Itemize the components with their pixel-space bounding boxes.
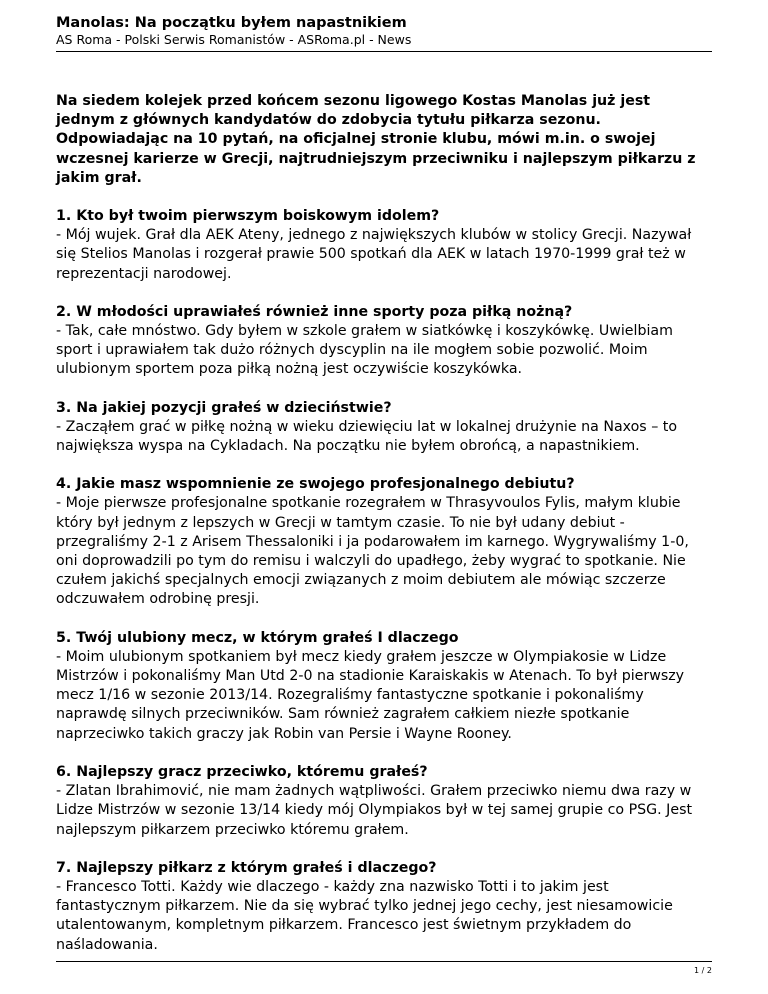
article-lead: Na siedem kolejek przed końcem sezonu ligowego Kostas Manolas już jest jednym z głównych kandydatów do zdobycia tytułu piłkarza sezonu. Odpowiadając na 10 pytań, na oficjalnej stronie klubu, mówi m.in. o swojej wczesnej karierze w Grecji, najtrudniejszym przeciwniku i najlepszym piłkarzu z jakim grał. xyxy=(56,93,696,186)
page-footer xyxy=(56,961,712,975)
qa-item xyxy=(56,207,712,284)
page-number: 1 / 2 xyxy=(694,966,712,975)
qa-item xyxy=(56,475,712,609)
question: 1. Kto był twoim pierwszym boiskowym idolem? xyxy=(56,208,440,225)
document-page xyxy=(56,14,712,955)
answer: - Zlatan Ibrahimović, nie mam żadnych wątpliwości. Grałem przeciwko niemu dwa razy w Lidze Mistrzów w sezonie 13/14 kiedy mój Olympiakos był w tej samej grupie co PSG. Jest najlepszym piłkarzem przeciwko któremu grałem. xyxy=(56,783,693,838)
answer: - Tak, całe mnóstwo. Gdy byłem w szkole grałem w siatkówkę i koszykówkę. Uwielbiam sport i uprawiałem tak dużo różnych dyscyplin na ile mogłem sobie pozwolić. Moim ulubionym sportem poza piłką nożną jest oczywiście koszykówka. xyxy=(56,323,673,378)
qa-item xyxy=(56,763,712,840)
answer: - Mój wujek. Grał dla AEK Ateny, jednego z największych klubów w stolicy Grecji. Nazywał się Stelios Manolas i rozgerał prawie 500 spotkań dla AEK w latach 1970-1999 grał też w reprezentacji narodowej. xyxy=(56,227,692,282)
page-header-subtitle: AS Roma - Polski Serwis Romanistów - ASRoma.pl - News xyxy=(56,32,412,47)
answer: - Moim ulubionym spotkaniem był mecz kiedy grałem jeszcze w Olympiakosie w Lidze Mistrzów i pokonaliśmy Man Utd 2-0 na stadionie Karaiskakis w Atenach. To był pierwszy mecz 1/16 w sezonie 2013/14. Rozegraliśmy fantastyczne spotkanie i pokonaliśmy naprawdę silnych przeciwników. Sam również zagrałem całkiem niezłe spotkanie naprzeciwko takich graczy jak Robin van Persie i Wayne Rooney. xyxy=(56,648,685,742)
question: 6. Najlepszy gracz przeciwko, któremu grałeś? xyxy=(56,763,428,780)
qa-item xyxy=(56,399,712,457)
page-header-title: Manolas: Na początku byłem napastnikiem xyxy=(56,15,407,31)
answer: - Francesco Totti. Każdy wie dlaczego - każdy zna nazwisko Totti i to jakim jest fantastycznym piłkarzem. Nie da się wybrać tylko jednej jego cechy, jest niesamowicie utalentowanym, kompletnym piłkarzem. Francesco jest świetnym przykładem do naśladowania. xyxy=(56,878,673,953)
question: 3. Na jakiej pozycji grałeś w dzieciństwie? xyxy=(56,399,392,416)
qa-item xyxy=(56,303,712,380)
qa-item xyxy=(56,629,712,744)
answer: - Moje pierwsze profesjonalne spotkanie rozegrałem w Thrasyvoulos Fylis, małym klubie który był jednym z lepszych w Grecji w tamtym czasie. To nie był udany debiut - przegraliśmy 2-1 z Arisem Thessaloniki i ja podarowałem im karnego. Wygrywaliśmy 1-0, oni doprowadzili po tym do remisu i walczyli do upadłego, żeby wygrać to spotkanie. Nie czułem jakichś specjalnych emocji związanych z moim debiutem ale mówiąc szczerze odczuwałem odrobinę presji. xyxy=(56,495,689,608)
header-divider xyxy=(56,51,712,52)
question: 7. Najlepszy piłkarz z którym grałeś i dlaczego? xyxy=(56,859,437,876)
answer: - Zacząłem grać w piłkę nożną w wieku dziewięciu lat w lokalnej drużynie na Naxos – to największa wyspa na Cykladach. Na początku nie byłem obrońcą, a napastnikiem. xyxy=(56,418,678,455)
question: 5. Twój ulubiony mecz, w którym grałeś I dlaczego xyxy=(56,629,459,646)
question: 4. Jakie masz wspomnienie ze swojego profesjonalnego debiutu? xyxy=(56,476,575,493)
qa-item xyxy=(56,859,712,955)
question: 2. W młodości uprawiałeś również inne sporty poza piłką nożną? xyxy=(56,303,573,320)
